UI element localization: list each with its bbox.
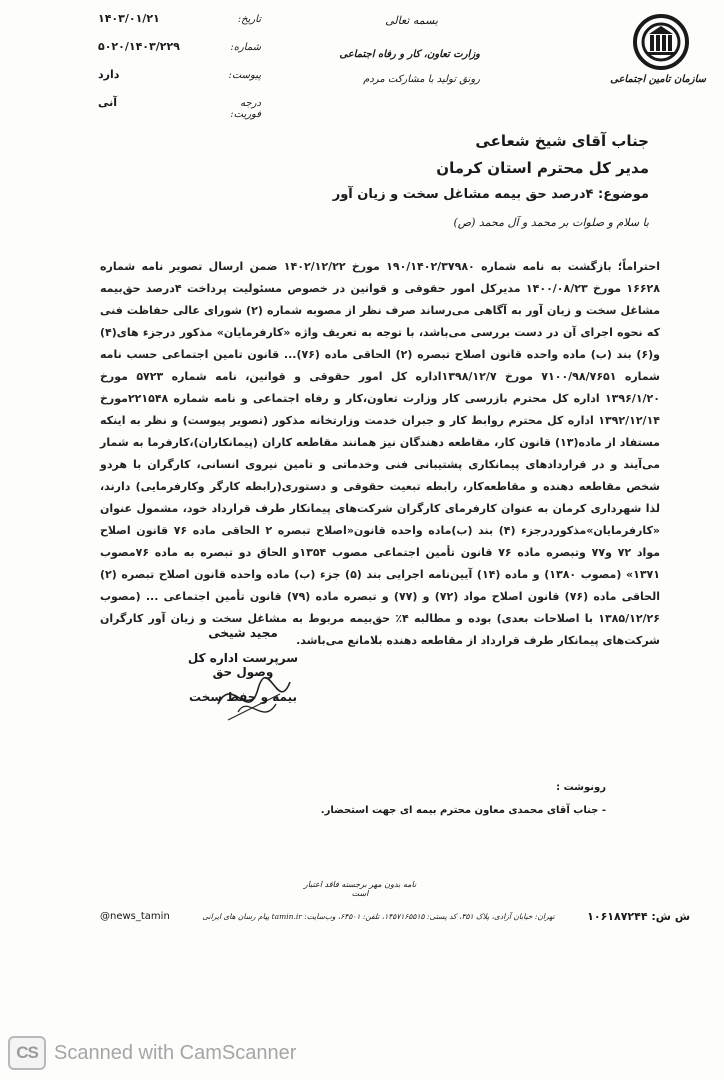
signature-scribble-icon <box>208 664 298 734</box>
letter-footer <box>100 905 690 927</box>
organization-name: سازمان تامین اجتماعی <box>610 74 706 85</box>
organization-logo-block <box>610 14 706 85</box>
meta-row-urgency <box>96 96 261 124</box>
letter-subject: موضوع: ۴درصد حق بیمه مشاغل سخت و زیان آور <box>332 187 649 202</box>
signer-name: مجید شیخی <box>208 626 278 640</box>
meta-value-date: ۱۴۰۳/۰۱/۲۱ <box>98 12 160 25</box>
contact-address: تهران: خیابان آزادی، پلاک ۳۵۱، کد پستی: ۱۴۵۷۱۶۵۵۱۵، تلفن: ۶۴۵۰۱، وب‌سایت: tamin.ir پیام رسان های ایرانی <box>202 911 555 921</box>
national-id: ش ش: ۱۰۶۱۸۷۲۴۴ <box>587 909 690 923</box>
bismillah: بسمه تعالی <box>385 14 438 27</box>
social-handle: @news_tamin <box>100 910 170 922</box>
meta-value-number: ۵۰۲۰/۱۴۰۳/۲۲۹ <box>98 40 180 53</box>
meta-row-date <box>96 12 261 40</box>
meta-value-urgency: آنی <box>98 96 118 109</box>
camscanner-watermark <box>8 1036 296 1070</box>
addressee-block <box>89 132 649 229</box>
camscanner-logo-icon: CS <box>8 1036 46 1070</box>
camscanner-text: Scanned with CamScanner <box>54 1041 297 1064</box>
year-motto: رونق تولید با مشارکت مردم <box>363 74 480 85</box>
meta-label: درجه فوریت: <box>230 98 261 120</box>
ministry-name: وزارت تعاون، کار و رفاه اجتماعی <box>339 49 480 60</box>
meta-label: پیوست: <box>228 70 261 81</box>
addressee-title: مدیر کل محترم استان کرمان <box>436 159 649 177</box>
meta-label: تاریخ: <box>237 14 261 25</box>
meta-label: شماره: <box>230 42 261 53</box>
letter-body: احتراماً؛ بازگشت به نامه شماره ۱۹۰/۱۴۰۲/۳۷۹۸۰ مورخ ۱۴۰۲/۱۲/۲۲ ضمن ارسال تصویر نامه شماره ۱۶۶۲۸ مورخ ۱۴۰۰/۰۸/۲۳ مدیرکل امور حقوقی و قوانین در خصوص مسئولیت پرداخت ۴درصد حق‌بیمه مشاغل سخت و زیان آور به آگاهی می‌رساند صرف نظر از مصوبه شماره (۲) شورای عالی حفاظت فنی که نحوه اجرای آن در دست بررسی می‌باشد، با توجه به تعریف واژه «کارفرمایان» مذکور درجزء های(۴) و(۶) بند (ب) ماده واحده قانون اصلاح تبصره (۲) الحاقی ماده (۷۶)... قانون تامین اجتماعی حسب نامه شماره ۷۱۰۰/۹۸/۷۶۵۱ مورخ ۱۳۹۸/۱۲/۷اداره کل امور حقوقی و قوانین، نامه شماره ۵۷۲۳ مورخ ۱۳۹۶/۱/۲۰ اداره کل محترم بازرسی کار وزارت تعاون،کار و رفاه اجتماعی و نامه شماره ۲۲۱۵۴۸مورخ ۱۳۹۲/۱۲/۱۴ اداره کل محترم روابط کار و جبران خدمت وزارتخانه مذکور (تصویر پیوست) و نظر به اینکه مستفاد از ماده(۱۳) قانون کار، مقاطعه دهندگان نیز همانند مقاطعه کاران (پیمانکاران)،کارفرما به شمار می‌آیند و در قراردادهای پیمانکاری پشتیبانی فنی وخدماتی و تامین نیروی انسانی، کارگران با هردو شخص مقاطعه دهنده و مقاطعه‌کار، رابطه تبعیت حقوقی و دستوری(رابطه کارگر وکارفرمایی) دارند، لذا شهرداری کرمان به عنوان کارفرمای کارگران شرکت‌های پیمانکار طرف قرارداد خود، مشمول عنوان «کارفرمایان»مذکوردرجزء (۴) بند (ب)ماده واحده قانون«اصلاح تبصره ۲ الحاقی ماده ۷۶ قانون اصلاح مواد ۷۲ و۷۷ وتبصره ماده ۷۶ قانون تأمین اجتماعی مصوب ۱۳۵۴و الحاق دو تبصره به ماده ۷۶مصوب ۱۳۷۱» (مصوب ۱۳۸۰) و ماده (۱۴) آیین‌نامه اجرایی بند (۵) جزء (ب) ماده واحده قانون اصلاح تبصره (۲) الحاقی ماده (۷۶) قانون اصلاح مواد (۷۲) و (۷۷) و تبصره ماده (۷۹) قانون تأمین اجتماعی ... (مصوب ۱۳۸۵/۱۲/۲۶ با اصلاحات بعدی) بوده و مطالبه ۴٪ حق‌بیمه مربوط به مشاغل سخت و زیان آور کارگران شرکت‌های پیمانکار طرف قرارداد از مقاطعه دهنده بلامانع می‌باشد. <box>100 260 661 647</box>
cc-title: رونوشت : <box>556 782 606 793</box>
header-center <box>330 14 480 85</box>
cc-block <box>186 782 606 816</box>
signature-block <box>168 626 318 704</box>
addressee-name: جناب آقای شیخ شعاعی <box>475 132 649 150</box>
meta-value-attachment: دارد <box>98 68 120 81</box>
signer-title: سرپرست اداره کل وصول حق <box>187 651 299 679</box>
greeting: با سلام و صلوات بر محمد و آل محمد (ص) <box>453 216 649 229</box>
cc-recipient: - جناب آقای محمدی معاون محترم بیمه ای جهت استحضار. <box>320 805 606 816</box>
meta-row-number <box>96 40 261 68</box>
letter-meta <box>96 12 261 124</box>
signer-unit: بیمه و حفظ سخت <box>188 690 297 704</box>
tamin-logo-icon <box>629 14 693 72</box>
meta-row-attachment <box>96 68 261 96</box>
footer-note: نامه بدون مهر برجسته فاقد اعتبار است <box>303 880 417 898</box>
